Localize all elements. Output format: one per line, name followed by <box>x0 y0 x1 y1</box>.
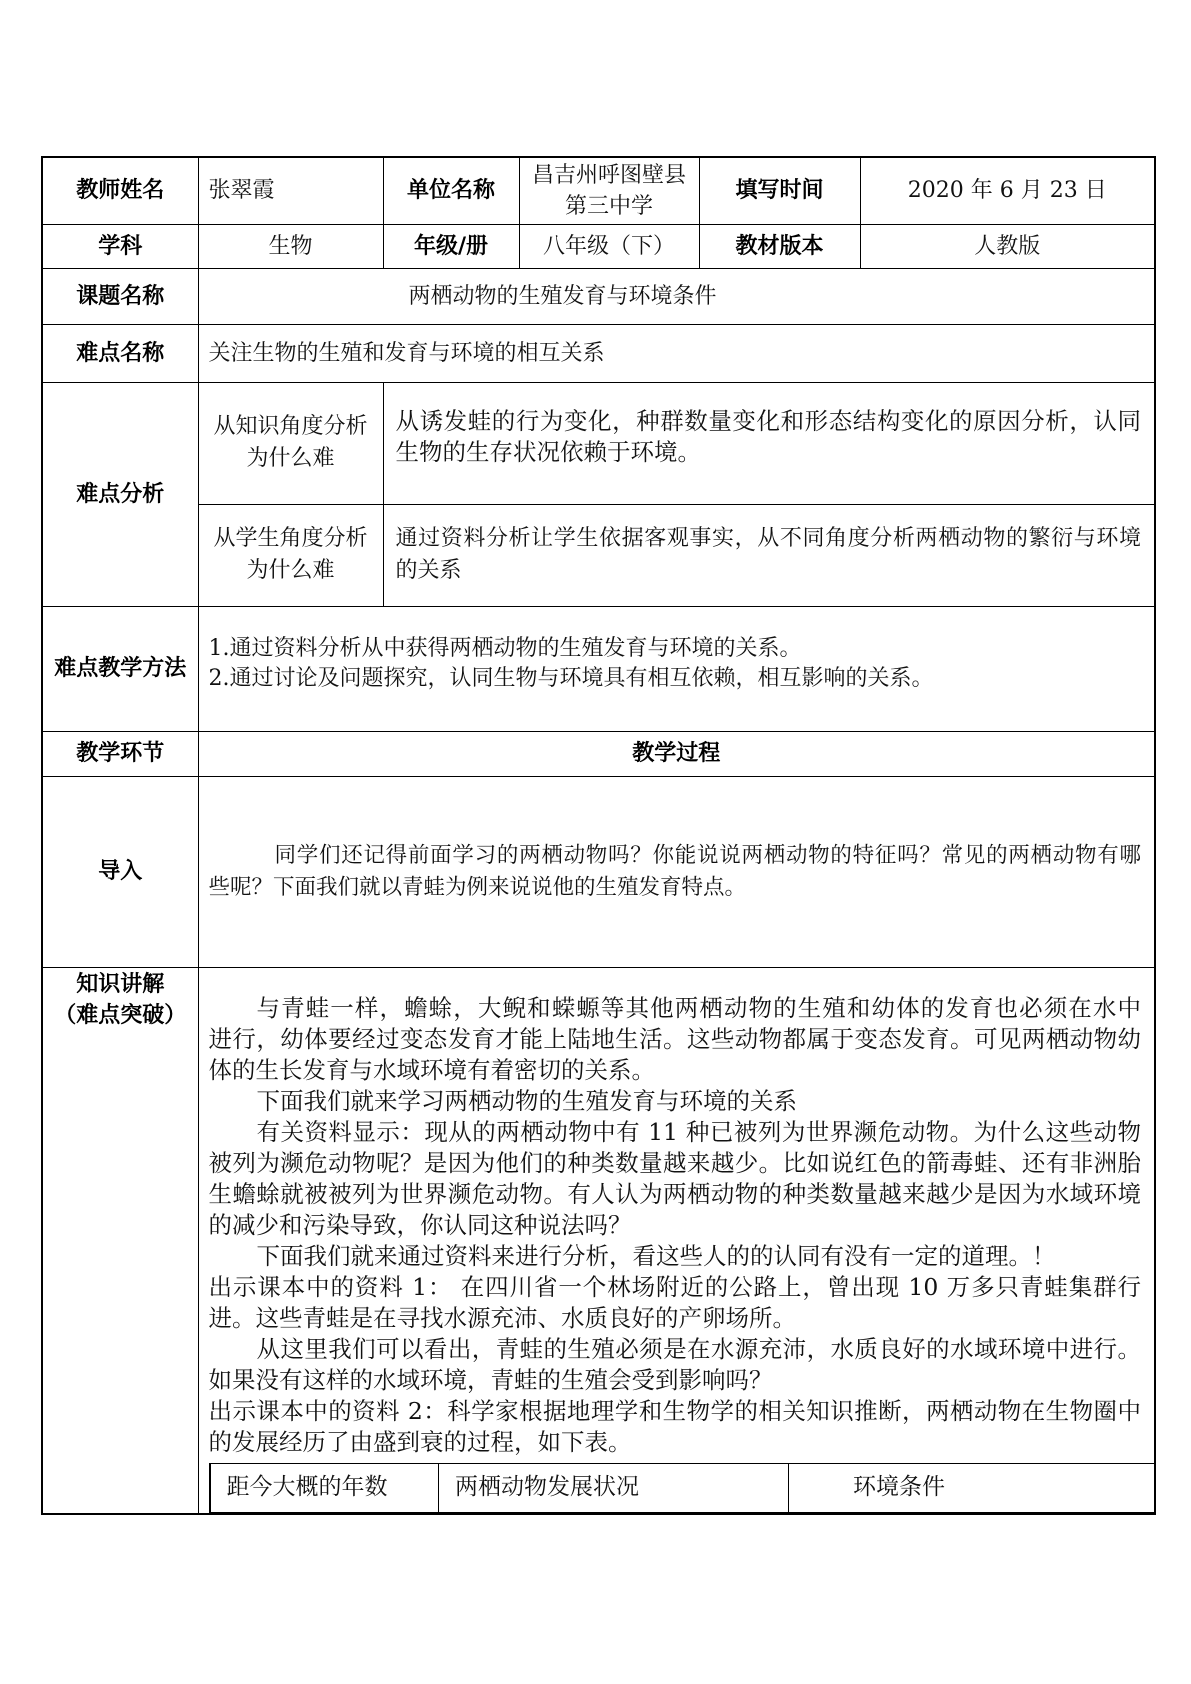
subject-value: 生物 <box>198 224 383 268</box>
fill-date-value: 2020 年 6 月 23 日 <box>860 157 1155 224</box>
knowledge-text-line: 下面我们就来通过资料来进行分析，看这些人的的认同有没有一定的道理。！ <box>256 1241 1056 1270</box>
unit-name-label: 单位名称 <box>383 157 519 224</box>
method-item: 1.通过资料分析从中获得两栖动物的生殖发育与环境的关系。 <box>208 635 802 661</box>
stage-header: 教学环节 <box>42 731 198 776</box>
knowledge-angle-text <box>383 382 1155 504</box>
method-item: 2.通过讨论及问题探究，认同生物与环境具有相互依赖，相互影响的关系。 <box>208 665 934 691</box>
knowledge-angle-label <box>198 382 383 504</box>
grade-value: 八年级（下） <box>519 224 699 268</box>
knowledge-text-line: 出示课本中的资料 2：科学家根据地理学和生物学的相关知识推断，两栖动物在生物圈中 <box>208 1396 1141 1425</box>
analysis-knowledge-row <box>42 382 1155 504</box>
development-table-header: 环境条件 <box>789 1463 1155 1512</box>
development-table <box>209 1463 1156 1513</box>
topic-row <box>42 268 1155 324</box>
analysis-text-line: 通过资料分析让学生依据客观事实，从不同角度分析两栖动物的繁衍与环境 <box>395 526 1141 551</box>
fill-date-label: 填写时间 <box>699 157 860 224</box>
introduction-row <box>42 776 1155 967</box>
development-table-header: 距今大概的年数 <box>210 1463 439 1512</box>
analysis-text-line: 生物的生存状况依赖于环境。 <box>395 437 701 466</box>
knowledge-label-line: （难点突破） <box>54 1002 187 1028</box>
subject-label: 学科 <box>42 224 198 268</box>
edition-label: 教材版本 <box>699 224 860 268</box>
lesson-plan-table <box>41 156 1156 1515</box>
topic-label: 课题名称 <box>42 268 198 324</box>
knowledge-text-line: 如果没有这样的水域环境，青蛙的生殖会受到影响吗？ <box>208 1365 773 1394</box>
introduction-text <box>198 776 1155 967</box>
grade-label: 年级/册 <box>383 224 519 268</box>
knowledge-content-wrapper <box>199 968 1155 1513</box>
knowledge-text-line: 被列为濒危动物呢？是因为他们的种类数量越来越少。比如说红色的箭毒蛙、还有非洲胎 <box>208 1148 1141 1177</box>
knowledge-text <box>199 968 1155 1458</box>
process-header: 教学过程 <box>198 731 1155 776</box>
method-items <box>198 606 1155 731</box>
difficulty-row <box>42 324 1155 382</box>
development-table-header-row <box>210 1463 1155 1512</box>
knowledge-text-line: 下面我们就来学习两栖动物的生殖发育与环境的关系 <box>256 1086 797 1115</box>
knowledge-text-line: 有关资料显示：现从的两栖动物中有 11 种已被列为世界濒危动物。为什么这些动物 <box>256 1117 1141 1146</box>
angle-label-line: 从学生角度分析 <box>213 526 368 551</box>
angle-label-line: 为什么难 <box>246 558 335 583</box>
development-table-header: 两栖动物发展状况 <box>439 1463 789 1512</box>
knowledge-text-line: 从这里我们可以看出，青蛙的生殖必须是在水源充沛，水质良好的水域环境中进行。 <box>256 1334 1141 1363</box>
analysis-text-line: 的关系 <box>395 558 462 583</box>
difficulty-value: 关注生物的生殖和发育与环境的相互关系 <box>198 324 1155 382</box>
knowledge-text-line: 进行，幼体要经过变态发育才能上陆地生活。这些动物都属于变态发育。可见两栖动物幼 <box>208 1024 1141 1053</box>
student-angle-text <box>383 504 1155 606</box>
knowledge-text-line: 与青蛙一样，蟾蜍，大鲵和蝾螈等其他两栖动物的生殖和幼体的发育也必须在水中 <box>256 993 1141 1022</box>
method-row <box>42 606 1155 731</box>
topic-value: 两栖动物的生殖发育与环境条件 <box>198 268 1155 324</box>
difficulty-label: 难点名称 <box>42 324 198 382</box>
unit-name-line: 第三中学 <box>564 193 653 219</box>
teacher-name-label: 教师姓名 <box>42 157 198 224</box>
introduction-line: 同学们还记得前面学习的两栖动物吗？你能说说两栖动物的特征吗？常见的两栖动物有哪 <box>274 842 1141 868</box>
analysis-student-row <box>42 504 1155 606</box>
teacher-info-row <box>42 157 1155 224</box>
knowledge-text-line: 出示课本中的资料 1： 在四川省一个林场附近的公路上，曾出现 10 万多只青蛙集群行 <box>208 1272 1141 1301</box>
subject-info-row <box>42 224 1155 268</box>
introduction-label: 导入 <box>42 776 198 967</box>
method-label: 难点教学方法 <box>42 606 198 731</box>
knowledge-text-line: 体的生长发育与水域环境有着密切的关系。 <box>208 1055 655 1084</box>
knowledge-content <box>198 967 1155 1514</box>
student-angle-label <box>198 504 383 606</box>
edition-value: 人教版 <box>860 224 1155 268</box>
knowledge-label-line: 知识讲解 <box>76 971 165 997</box>
knowledge-text-line: 的发展经历了由盛到衰的过程，如下表。 <box>208 1427 632 1456</box>
teacher-name-value: 张翠霞 <box>198 157 383 224</box>
knowledge-row <box>42 967 1155 1514</box>
process-header-row <box>42 731 1155 776</box>
unit-name-line: 昌吉州呼图壁县 <box>531 162 686 188</box>
introduction-line: 些呢？下面我们就以青蛙为例来说说他的生殖发育特点。 <box>208 874 747 900</box>
analysis-text-line: 从诱发蛙的行为变化，种群数量变化和形态结构变化的原因分析，认同 <box>395 406 1141 435</box>
angle-label-line: 从知识角度分析 <box>213 414 368 439</box>
knowledge-text-line: 进。这些青蛙是在寻找水源充沛、水质良好的产卵场所。 <box>208 1303 796 1332</box>
unit-name-value <box>519 157 699 224</box>
analysis-label: 难点分析 <box>42 382 198 606</box>
angle-label-line: 为什么难 <box>246 446 335 471</box>
knowledge-text-line: 生蟾蜍就被被列为世界濒危动物。有人认为两栖动物的种类数量越来越少是因为水域环境 <box>208 1179 1141 1208</box>
knowledge-text-line: 的减少和污染导致，你认同这种说法吗？ <box>208 1210 632 1239</box>
knowledge-label <box>42 967 198 1514</box>
